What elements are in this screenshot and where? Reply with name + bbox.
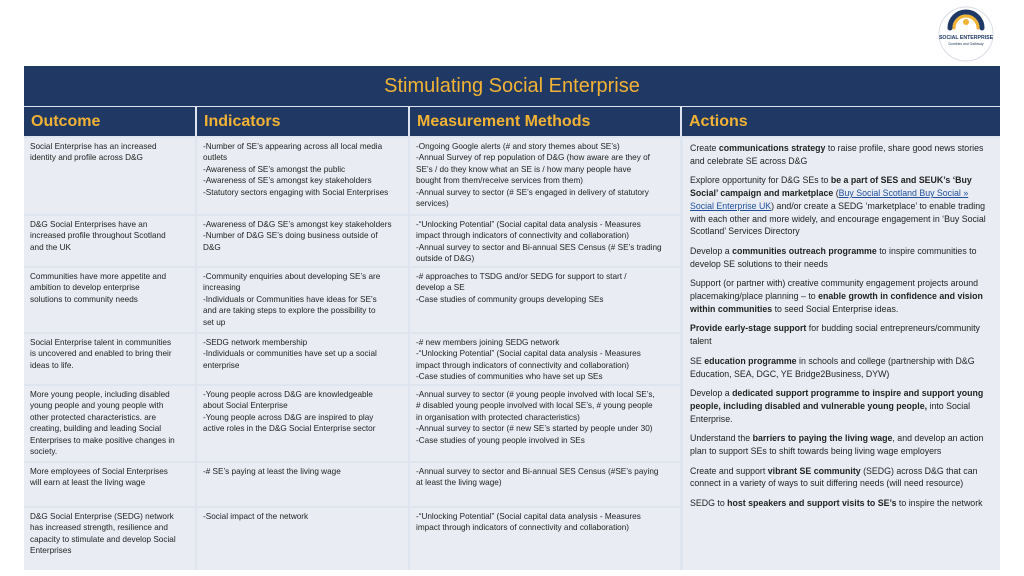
methods-line: -Ongoing Google alerts (# and story themes about SE’s) xyxy=(416,142,620,151)
action-text: Create xyxy=(690,143,719,153)
action-text: SEDG to xyxy=(690,498,728,509)
indicators-line: -Awareness of SE’s amongst key stakeholders xyxy=(203,176,372,186)
outcome-line: ambition to develop enterprise xyxy=(30,283,140,293)
action-bold-text: dedicated support programme to inspire and support young people, including disabled and vulnerable young people, xyxy=(690,388,984,411)
action-text: Explore opportunity for D&G SEs to xyxy=(690,175,831,186)
outcome-line: Communities have more appetite and xyxy=(30,272,167,281)
methods-line: at least the living wage) xyxy=(416,478,502,488)
methods-line: -“Unlocking Potential” (Social capital data analysis - Measures xyxy=(416,512,641,521)
outcome-line: and the UK xyxy=(30,242,71,252)
methods-line: -“Unlocking Potential” (Social capital data analysis - Measures xyxy=(416,349,641,359)
action-text: ) and/or create a SEDG ‘marketplace’ to enable trading with each other and more widely, and encourage engagement in ‘Buy Social Scotland’ Services Directory xyxy=(690,200,986,237)
table-title: Stimulating Social Enterprise xyxy=(24,66,1000,106)
action-bold-text: communications strategy xyxy=(718,143,826,153)
header-measurement-methods: Measurement Methods xyxy=(410,107,680,136)
outcome-line: D&G Social Enterprises have an xyxy=(30,220,148,229)
indicators-line: -Individuals or Communities have ideas for SE’s xyxy=(203,294,377,304)
outcome-line: ideas to life. xyxy=(30,360,74,370)
outcome-line: creating, building and leading Social xyxy=(30,424,162,434)
cell-methods-4 xyxy=(410,334,680,384)
methods-line: -Case studies of young people involved in SEs xyxy=(416,435,585,445)
methods-line: services) xyxy=(416,199,449,209)
action-bold-text: Provide early-stage support xyxy=(690,323,807,334)
methods-line: in organisation with protected characteristics) xyxy=(416,412,580,422)
action-text: to seed Social Enterprise ideas. xyxy=(772,303,899,314)
buy-social-link[interactable]: Buy Social Scotland Buy Social » Social Enterprise UK xyxy=(690,188,969,211)
action-item xyxy=(690,174,993,238)
indicators-line: D&G xyxy=(203,242,221,252)
indicators-line: outlets xyxy=(203,153,228,163)
action-item xyxy=(690,387,993,425)
methods-line: -Case studies of community groups developing SEs xyxy=(416,294,604,304)
social-enterprise-table xyxy=(24,66,1000,570)
methods-line: -# approaches to TSDG and/or SEDG for support to start / xyxy=(416,272,627,281)
action-text: Create and support xyxy=(690,465,768,476)
methods-line: -Annual survey to sector and Bi-annual SES Census (# SE’s trading xyxy=(416,242,662,252)
action-item xyxy=(690,355,993,380)
action-text: Support (or partner with) creative community engagement projects around placemaking/place planning – to xyxy=(690,278,978,302)
action-bold-text: enable growth in confidence and vision within communities xyxy=(690,291,983,314)
action-item xyxy=(690,245,993,270)
action-text: Develop a xyxy=(690,388,733,399)
action-bold-text: education programme xyxy=(704,355,797,366)
action-text: Develop a xyxy=(690,245,733,256)
methods-line: -Case studies of communities who have set up SEs xyxy=(416,372,603,382)
action-text: ( xyxy=(833,188,839,199)
outcome-line: increased profile throughout Scotland xyxy=(30,231,166,241)
indicators-line: -Young people across D&G are knowledgeable xyxy=(203,390,373,399)
cell-indicators-1 xyxy=(197,138,408,214)
cell-methods-3 xyxy=(410,268,680,332)
outcome-line: has increased strength, resilience and xyxy=(30,523,168,533)
indicators-line: -# SE’s paying at least the living wage xyxy=(203,467,341,476)
action-item xyxy=(690,465,993,490)
action-item xyxy=(690,497,993,510)
indicators-line: -Awareness of D&G SE’s amongst key stakeholders xyxy=(203,220,392,229)
cell-indicators-7 xyxy=(197,508,408,570)
outcome-line: D&G Social Enterprise (SEDG) network xyxy=(30,512,174,521)
cell-methods-7 xyxy=(410,508,680,570)
logo-line2: Dumfries and Galloway xyxy=(948,42,984,46)
outcome-line: society. xyxy=(30,447,58,457)
outcome-line: More employees of Social Enterprises xyxy=(30,467,168,476)
methods-line: SE’s / do they know what an SE is / how many people have xyxy=(416,164,632,174)
methods-line: -Annual survey to sector (# new SE’s started by people under 30) xyxy=(416,424,653,434)
methods-line: impact through indicators of connectivity and collaboration) xyxy=(416,360,629,370)
cell-outcome-4 xyxy=(24,334,195,384)
actions-column xyxy=(683,138,1000,570)
indicators-line: -Young people across D&G are inspired to play xyxy=(203,412,374,422)
action-text: to inspire communities to develop SE solutions to their needs xyxy=(690,245,977,269)
action-bold-text: be a part of SES and SEUK’s ‘Buy Social’ campaign and marketplace xyxy=(690,175,972,199)
indicators-line: active roles in the D&G Social Enterprise sector xyxy=(203,424,376,434)
action-text: SE xyxy=(690,355,705,366)
header-outcome: Outcome xyxy=(24,107,195,136)
action-text: for budding social entrepreneurs/community talent xyxy=(690,323,980,347)
methods-line: impact through indicators of connectivity and collaboration) xyxy=(416,523,629,533)
outcome-line: is uncovered and enabled to bring their xyxy=(30,349,172,359)
action-item xyxy=(690,322,993,347)
action-text: Understand the xyxy=(690,433,753,444)
cell-methods-5 xyxy=(410,386,680,461)
action-bold-text: communities outreach programme xyxy=(732,245,877,256)
indicators-line: about Social Enterprise xyxy=(203,401,288,411)
action-text: (SEDG) across D&G that can connect in a variety of ways to suit differing needs (will need resource) xyxy=(690,465,978,489)
action-text: to inspire the network xyxy=(896,498,983,509)
indicators-line: -Awareness of SE’s amongst the public xyxy=(203,164,346,174)
action-bold-text: vibrant SE community xyxy=(767,465,861,476)
indicators-line: -Social impact of the network xyxy=(203,512,309,521)
action-bold-text: barriers to paying the living wage xyxy=(752,433,893,444)
cell-indicators-4 xyxy=(197,334,408,384)
outcome-line: Enterprises to make positive changes in xyxy=(30,435,175,445)
action-text: to raise profile, share good news stories and celebrate SE across D&G xyxy=(690,143,984,166)
indicators-line: set up xyxy=(203,317,226,327)
outcome-line: Social Enterprise has an increased xyxy=(30,142,157,151)
action-text: into Social Enterprise. xyxy=(690,400,971,424)
methods-line: -Annual survey to sector and Bi-annual SES Census (#SE’s paying xyxy=(416,467,659,476)
action-text: , and develop an action plan to support SEs to shift towards being living wage employers xyxy=(690,433,984,457)
methods-line: -“Unlocking Potential” (Social capital data analysis - Measures xyxy=(416,220,641,229)
cell-outcome-7 xyxy=(24,508,195,570)
methods-line: impact through indicators of connectivity and collaboration) xyxy=(416,231,629,241)
action-text: in schools and college (partnership with D&G Education, SEA, DGC, YE Bridge2Business, DYW) xyxy=(690,355,975,379)
methods-line: -# new members joining SEDG network xyxy=(416,338,560,347)
social-enterprise-logo xyxy=(938,6,994,62)
methods-line: -Annual Survey of rep population of D&G (how aware are they of xyxy=(416,153,650,163)
methods-line: # disabled young people involved with local SE’s, # young people xyxy=(416,401,653,411)
indicators-line: enterprise xyxy=(203,360,240,370)
methods-line: bought from them/receive services from them) xyxy=(416,176,583,186)
methods-line: -Annual survey to sector (# SE’s engaged in delivery of statutory xyxy=(416,187,649,197)
outcome-line: More young people, including disabled xyxy=(30,390,170,399)
cell-indicators-3 xyxy=(197,268,408,332)
cell-methods-1 xyxy=(410,138,680,214)
outcome-line: Enterprises xyxy=(30,546,72,556)
action-item xyxy=(690,432,993,457)
outcome-line: other protected characteristics. are xyxy=(30,412,157,422)
indicators-line: -Community enquiries about developing SE’s are xyxy=(203,272,381,281)
cell-outcome-1 xyxy=(24,138,195,214)
indicators-line: -Number of D&G SE’s doing business outside of xyxy=(203,231,378,241)
logo-line1: SOCIAL ENTERPRISE xyxy=(938,35,994,41)
indicators-line: increasing xyxy=(203,283,241,293)
cell-methods-6 xyxy=(410,463,680,506)
cell-indicators-2 xyxy=(197,216,408,266)
header-indicators: Indicators xyxy=(197,107,408,136)
cell-outcome-6 xyxy=(24,463,195,506)
action-bold-text: host speakers and support visits to SE’s xyxy=(727,498,897,509)
outcome-line: Social Enterprise talent in communities xyxy=(30,338,172,347)
indicators-line: and are taking steps to explore the possibility to xyxy=(203,306,376,316)
outcome-line: young people and young people with xyxy=(30,401,164,411)
methods-line: develop a SE xyxy=(416,283,465,293)
cell-outcome-2 xyxy=(24,216,195,266)
cell-outcome-5 xyxy=(24,386,195,461)
indicators-line: -Individuals or communities have set up a social xyxy=(203,349,377,359)
cell-indicators-6 xyxy=(197,463,408,506)
indicators-line: -SEDG network membership xyxy=(203,338,308,347)
outcome-line: capacity to stimulate and develop Social xyxy=(30,534,176,544)
header-actions: Actions xyxy=(682,107,1000,136)
action-item xyxy=(690,142,993,167)
outcome-line: solutions to community needs xyxy=(30,294,138,304)
cell-outcome-3 xyxy=(24,268,195,332)
methods-line: -Annual survey to sector (# young people involved with local SE’s, xyxy=(416,390,655,399)
outcome-line: will earn at least the living wage xyxy=(30,478,146,488)
methods-line: outside of D&G) xyxy=(416,254,475,264)
outcome-line: identity and profile across D&G xyxy=(30,153,143,163)
indicators-line: -Number of SE’s appearing across all local media xyxy=(203,142,383,151)
cell-indicators-5 xyxy=(197,386,408,461)
cell-methods-2 xyxy=(410,216,680,266)
action-item xyxy=(690,277,993,315)
indicators-line: -Statutory sectors engaging with Social Enterprises xyxy=(203,187,389,197)
